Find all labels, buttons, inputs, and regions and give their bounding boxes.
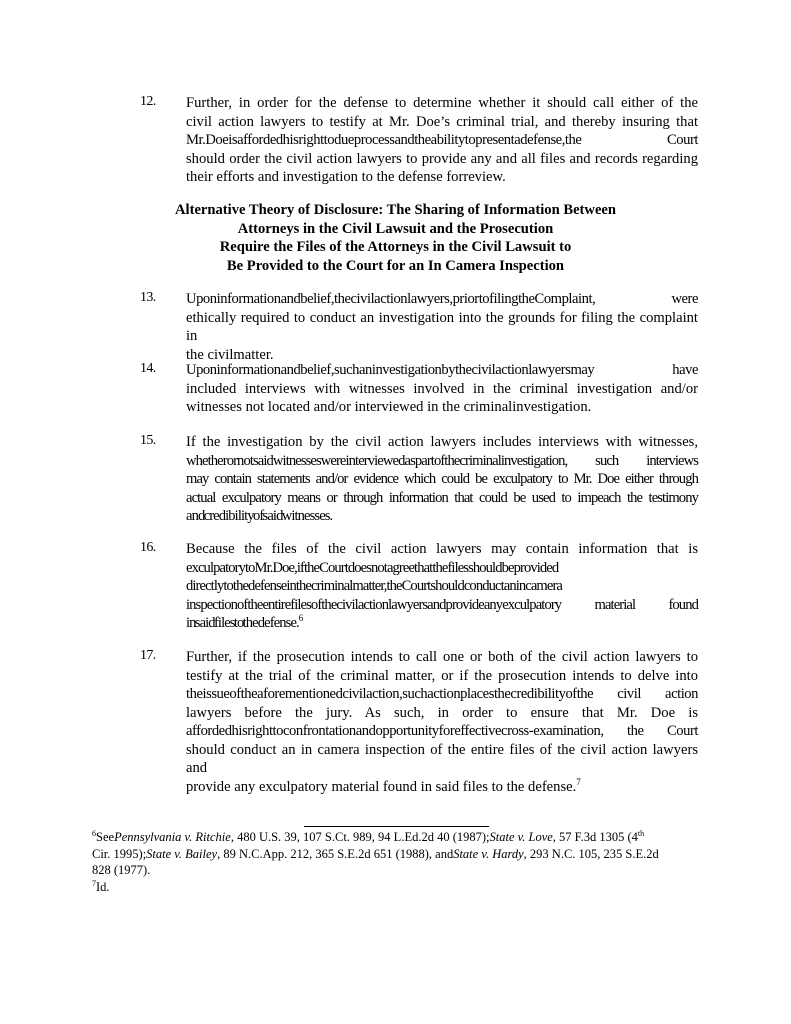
paragraph-text [186, 540, 698, 633]
paragraph-line: and credibility of said witnesses. [186, 508, 333, 524]
paragraph-number: 14. [140, 361, 156, 376]
heading-line: Attorneys in the Civil Lawsuit and the Prosecution [237, 220, 554, 237]
heading-line: Be Provided to the Court for an In Camera Inspection [226, 257, 565, 274]
heading-line: Alternative Theory of Disclosure: The Sharing of Information Between [174, 202, 617, 218]
paragraph-line: actual exculpatory means or through information that could be used to impeach the testimony [186, 489, 698, 506]
paragraph-line: the civilmatter. [186, 346, 274, 363]
paragraph-text [186, 361, 698, 417]
paragraph-text [186, 433, 698, 526]
footnote-mark: 6 [92, 829, 96, 838]
paragraph-number: 13. [140, 290, 156, 305]
paragraph-number: 12. [140, 94, 156, 109]
ordinal-suffix: th [637, 829, 645, 838]
paragraph-line: ethically required to conduct an investigation into the grounds for filing the complaint in [186, 309, 698, 344]
heading-line: Require the Files of the Attorneys in the Civil Lawsuit to [219, 239, 572, 256]
paragraph-number: 16. [140, 540, 156, 555]
paragraph-line: their efforts and investigation to the defense forreview. [186, 169, 506, 185]
paragraph-line [186, 614, 698, 633]
footnote-6 [92, 829, 692, 879]
citation: 828 (1977). [92, 863, 151, 878]
paragraph-line: may contain statements and/or evidence which could be exculpatory to Mr. Doe either through [186, 471, 698, 487]
citation: , 57 F.3d 1305 (4 [552, 830, 638, 844]
paragraph-line: affordedhisrighttoconfrontationandopportunityforeffectivecross-examination, the Court [186, 723, 698, 739]
paragraph-line: Uponinformationandbelief,thecivilactionlawyers,priortofilingtheComplaint, were [186, 291, 698, 307]
footnote-text: See [96, 830, 115, 844]
footnote-mark: 7 [92, 878, 96, 888]
paragraph-text [186, 648, 698, 796]
paragraph-line-text: provide any exculpatory material found in said files to the defense. [186, 778, 577, 795]
footnote-reference[interactable]: 6 [298, 613, 303, 623]
citation: , 89 N.C.App. 212, 365 S.E.2d 651 (1988), and [217, 846, 454, 861]
paragraph-text [186, 290, 698, 364]
paragraph-line-text: in said files to thedefense. [186, 615, 299, 631]
paragraph-line: should order the civil action lawyers to provide any and all files and records regarding [186, 150, 698, 167]
footnotes [92, 829, 692, 895]
paragraph-line: Mr.Doeisaffordedhisrighttodueprocessandtheabilitytopresentadefense,the Court [186, 132, 698, 148]
paragraph-line: theissueoftheaforementionedcivilaction,suchactionplacesthecredibilityofthe civil action [186, 686, 698, 702]
paragraph-line: Further, if the prosecution intends to call one or both of the civil action lawyers to [186, 649, 698, 665]
case-name: State v. Hardy [453, 846, 524, 861]
paragraph-line: whetherornotsaidwitnesseswereinterviewedaspartofthecriminalinvestigation, such interviews [186, 452, 698, 469]
paragraph-line: civil action lawyers to testify at Mr. Doe’s criminal trial, and thereby insuring that [186, 113, 698, 130]
paragraph-number: 17. [140, 648, 156, 663]
paragraph-line: directlytothedefenseinthecriminalmatter,theCourtshouldconductanincamera [186, 578, 563, 594]
paragraph-line [186, 778, 698, 797]
paragraph-line: witnesses not located and/or interviewed in the criminalinvestigation. [186, 399, 592, 415]
case-name: Pennsylvania v. Ritchie [114, 830, 231, 844]
section-heading [110, 201, 681, 275]
paragraph-line: testify at the trial of the criminal matter, or if the prosecution intends to delve into [186, 667, 698, 684]
case-name: State v. Love [489, 830, 553, 844]
paragraph-number: 15. [140, 433, 156, 448]
paragraph-line: lawyers before the jury. As such, in order to ensure that Mr. Doe is [186, 704, 698, 721]
paragraph-line: should conduct an in camera inspection of the entire files of the civil action lawyers and [186, 741, 698, 776]
citation: Cir. 1995); [92, 846, 147, 861]
paragraph-line: included interviews with witnesses involved in the criminal investigation and/or [186, 380, 698, 397]
citation: , 480 U.S. 39, 107 S.Ct. 989, 94 L.Ed.2d 40 (1987); [230, 830, 490, 844]
footnote-reference[interactable]: 7 [576, 776, 581, 787]
paragraph-line: Further, in order for the defense to determine whether it should call either of the [186, 95, 698, 111]
footnote-7 [92, 879, 692, 896]
paragraph-line: If the investigation by the civil action lawyers includes interviews with witnesses, [186, 434, 698, 450]
footnote-separator [304, 826, 489, 827]
paragraph-text [186, 94, 698, 187]
paragraph-line: exculpatorytoMr.Doe,iftheCourtdoesnotagreethatthefilesshouldbeprovided [186, 559, 559, 576]
footnote-text: Id. [96, 879, 110, 894]
case-name: State v. Bailey [146, 846, 218, 861]
paragraph-line: inspectionoftheentirefilesofthecivilactionlawyersandprovideanyexculpatory material found [186, 596, 698, 613]
citation: , 293 N.C. 105, 235 S.E.2d [523, 846, 659, 861]
paragraph-line: Because the files of the civil action lawyers may contain information that is [186, 541, 698, 557]
paragraph-line: Uponinformationandbelief,suchaninvestigationbythecivilactionlawyersmay have [186, 362, 698, 378]
